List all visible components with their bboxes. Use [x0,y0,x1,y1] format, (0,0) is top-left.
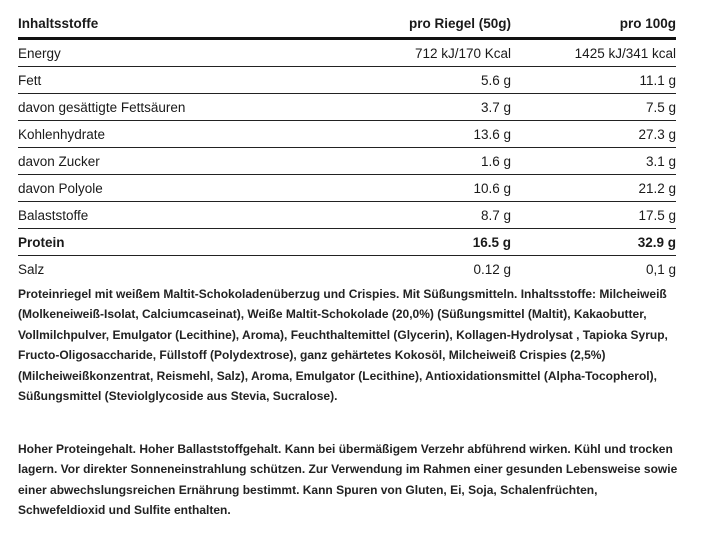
table-header [18,10,676,40]
per-100g-value: 3.1 g [645,153,676,169]
per-bar-value: 1.6 g [480,153,511,169]
nutrient-name: davon Polyole [18,180,103,196]
per-100g-value: 7.5 g [645,99,676,115]
nutrient-name: Protein [18,234,65,250]
header-ingredients: Inhaltsstoffe [18,16,99,31]
table-row [18,229,676,256]
header-per-100g: pro 100g [619,16,676,31]
per-100g-value: 1425 kJ/341 kcal [574,45,676,61]
table-row [18,256,676,282]
per-bar-value: 712 kJ/170 Kcal [414,45,511,61]
ingredients-description: Proteinriegel mit weißem Maltit-Schokoladenüberzug und Crispies. Mit Süßungsmitteln. Inhaltsstoffe: Milcheiweiß (Molkeneiweiß-Isolat, Calciumcaseinat), Weiße Maltit-Schokolade (20,0%) (Süßungsmittel (Maltit), Kakaobutter, Vollmilchpulver, Emulgator (Lecithine), Aroma), Feuchthaltemittel (Glycerin), Kollagen-Hydrolysat , Tapioka Syrup, Fructo-Oligosaccharide, Füllstoff (Polydextrose), ganz gehärtetes Kokosöl, Milcheiweiß Crispies (2,5%) (Milcheiweißkonzentrat, Reismehl, Salz), Aroma, Emulgator (Lecithine), Antioxidationsmittel (Alpha-Tocopherol), Süßungsmittel (Steviolglycoside aus Stevia, Sucralose). [18,287,668,404]
table-row [18,148,676,175]
table-row [18,175,676,202]
header-per-bar: pro Riegel (50g) [408,16,511,31]
table-row [18,94,676,121]
per-100g-value: 0,1 g [645,261,676,277]
per-100g-value: 11.1 g [639,72,676,88]
per-bar-value: 16.5 g [472,234,511,250]
table-row [18,121,676,148]
per-bar-value: 13.6 g [473,126,511,142]
per-100g-value: 32.9 g [637,234,676,250]
per-100g-value: 21.2 g [638,180,676,196]
per-bar-value: 5.6 g [480,72,511,88]
per-100g-value: 27.3 g [638,126,676,142]
nutrient-name: Fett [18,72,42,88]
nutrient-name: davon gesättigte Fettsäuren [18,99,186,115]
notice-text: Hoher Proteingehalt. Hoher Ballaststoffgehalt. Kann bei übermäßigem Verzehr abführend wirken. Kühl und trocken lagern. Vor direkter Sonneneinstrahlung schützen. Zur Verwendung im Rahmen einer gesunden Lebensweise sowie einer abwechslungsreichen Ernährung bestimmt. Kann Spuren von Gluten, Ei, Soja, Schalenfrüchten, Schwefeldioxid und Sulfite enthalten. [18,442,678,518]
table-row [18,40,676,67]
table-row [18,67,676,94]
per-bar-value: 8.7 g [480,207,511,223]
per-100g-value: 17.5 g [638,207,676,223]
per-bar-value: 3.7 g [480,99,511,115]
nutrient-name: Kohlenhydrate [18,126,106,142]
per-bar-value: 0.12 g [473,261,511,277]
per-bar-value: 10.6 g [473,180,511,196]
nutrient-name: davon Zucker [18,153,100,169]
nutrient-name: Balaststoffe [18,207,89,223]
table-row [18,202,676,229]
nutrition-table [18,10,676,282]
nutrient-name: Salz [18,261,45,277]
nutrient-name: Energy [18,45,61,61]
